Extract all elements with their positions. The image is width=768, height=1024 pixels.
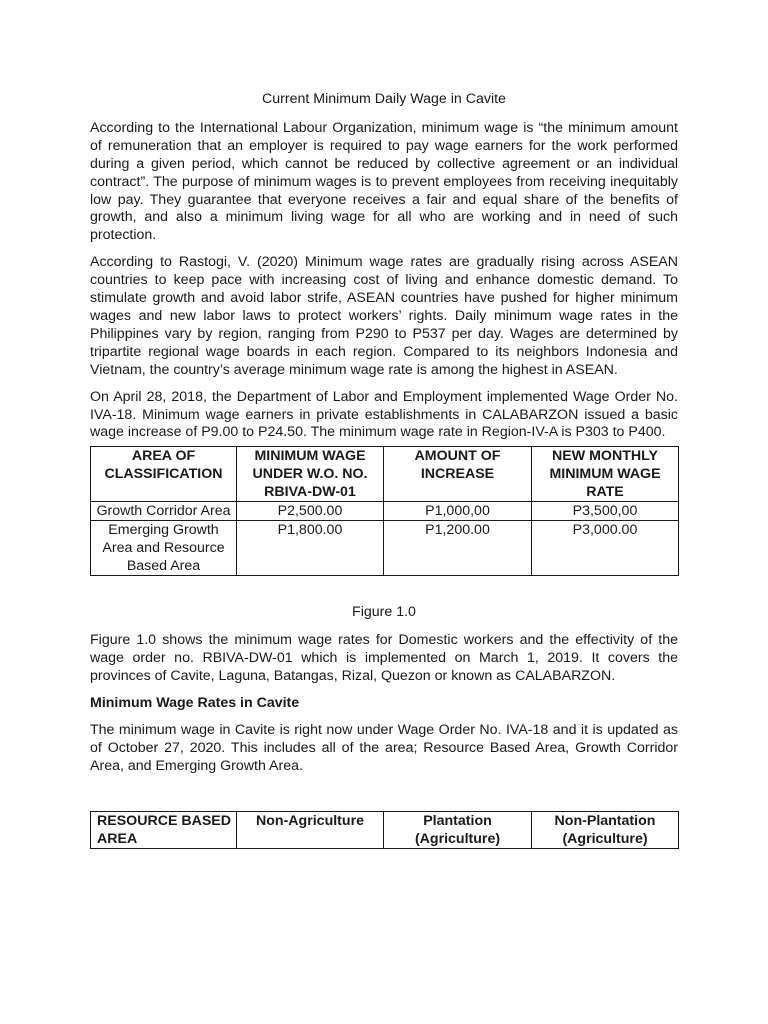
table-cell: P1,000,00 (384, 502, 532, 521)
section-heading: Minimum Wage Rates in Cavite (90, 694, 300, 711)
wage-table-header-area: AREA OF CLASSIFICATION (91, 447, 237, 502)
figure-label: Figure 1.0 (352, 604, 416, 621)
rba-table-header-non-plantation: Non-Plantation (Agriculture) (532, 811, 679, 848)
paragraph-rastogi: According to Rastogi, V. (2020) Minimum wage rates are gradually rising across ASEAN countries to keep pace with increasing cost of living and enhance domestic demand. To stimulate growth and avoid labor strife, ASEAN countries have pushed for higher minimum wages and new labor laws to protect workers’ rights. Daily minimum wage rates in the Philippines vary by region, ranging from P290 to P537 per day. Wages are determined by tripartite regional wage boards in each region. Compared to its neighbors Indonesia and Vietnam, the country’s average minimum wage rate is among the highest in ASEAN. (90, 254, 678, 378)
table-cell: Growth Corridor Area (91, 502, 237, 521)
rba-table-header-non-agriculture: Non-Agriculture (237, 811, 384, 848)
wage-table-header-increase: AMOUNT OF INCREASE (384, 447, 532, 502)
document-title: Current Minimum Daily Wage in Cavite (262, 91, 506, 107)
rba-table-header-plantation: Plantation (Agriculture) (384, 811, 532, 848)
table-cell: Emerging Growth Area and Resource Based Area (91, 521, 237, 576)
table-row (91, 521, 679, 576)
table-row (91, 502, 679, 521)
wage-table-header-new-rate: NEW MONTHLY MINIMUM WAGE RATE (532, 447, 679, 502)
resource-based-area-table (90, 811, 679, 849)
table-cell: P1,800.00 (237, 521, 384, 576)
paragraph-cavite-wage: The minimum wage in Cavite is right now under Wage Order No. IVA-18 and it is updated as of October 27, 2020. This includes all of the area; Resource Based Area, Growth Corridor Area, and Emerging Growth Area. (90, 721, 678, 774)
table-cell: P3,500,00 (532, 502, 679, 521)
paragraph-ilo-definition: According to the International Labour Organization, minimum wage is “the minimum amount of remuneration that an employer is required to pay wage earners for the work performed during a given period, which cannot be reduced by collective agreement or an individual contract”. The purpose of minimum wages is to prevent employees from receiving inequitably low pay. They guarantee that everyone receives a fair and equal share of the benefits of growth, and also a minimum living wage for all who are working and in need of such protection. (90, 119, 678, 244)
rba-table-header-row (91, 811, 679, 848)
wage-table-header-row (91, 447, 679, 502)
wage-table (90, 446, 679, 576)
wage-table-header-minimum-wage: MINIMUM WAGE UNDER W.O. NO. RBIVA-DW-01 (237, 447, 384, 502)
table-cell: P1,200.00 (384, 521, 532, 576)
rba-table-header-area: RESOURCE BASED AREA (91, 811, 237, 848)
document-page (90, 91, 678, 849)
paragraph-wage-order: On April 28, 2018, the Department of Labor and Employment implemented Wage Order No. IVA-18. Minimum wage earners in private establishments in CALABARZON issued a basic wage increase of P9.00 to P24.50. The minimum wage rate in Region-IV-A is P303 to P400. (90, 388, 678, 441)
table-cell: P2,500.00 (237, 502, 384, 521)
table-cell: P3,000.00 (532, 521, 679, 576)
paragraph-figure-description: Figure 1.0 shows the minimum wage rates for Domestic workers and the effectivity of the wage order no. RBIVA-DW-01 which is implemented on March 1, 2019. It covers the provinces of Cavite, Laguna, Batangas, Rizal, Quezon or known as CALABARZON. (90, 632, 678, 685)
